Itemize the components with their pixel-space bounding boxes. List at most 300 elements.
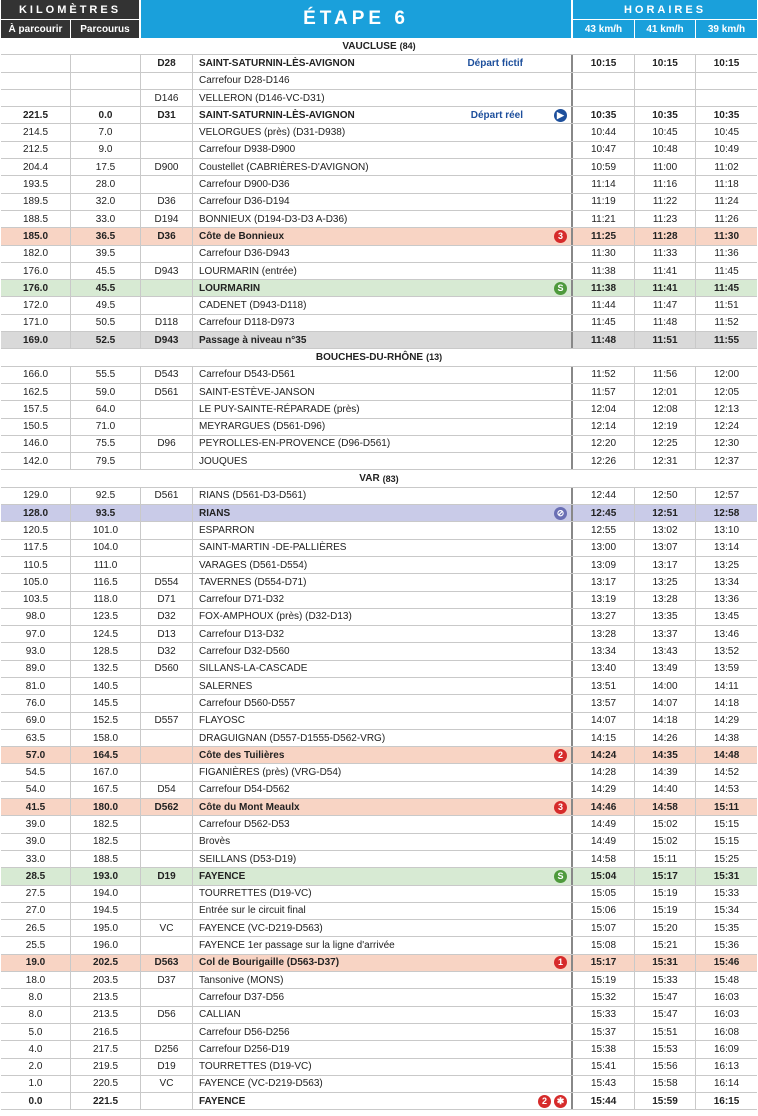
km-covered-cell: 219.5 [71,1059,141,1075]
time-41-cell: 15:21 [635,937,696,953]
department-code: (13) [426,352,443,363]
km-covered-cell: 196.0 [71,937,141,953]
time-43-cell: 10:47 [573,142,635,158]
table-row [1,419,757,436]
road-cell: D562 [141,799,193,815]
km-remaining-cell: 4.0 [1,1041,71,1057]
time-41-cell: 13:17 [635,557,696,573]
time-39-cell: 16:14 [713,1078,740,1090]
table-row [1,263,757,280]
time-39-cell: 11:52 [714,317,739,329]
place-name: VARAGES (D561-D554) [199,559,308,571]
road-cell [141,747,193,763]
road-cell [141,678,193,694]
road-cell [141,142,193,158]
table-row [1,592,757,609]
time-41-cell: 11:47 [635,297,696,313]
km-covered-cell: 216.5 [71,1024,141,1040]
road-cell: D900 [141,159,193,175]
place-name: LE PUY-SAINTE-RÉPARADE (près) [199,403,360,415]
time-39-cell: 10:49 [713,144,740,156]
km-covered-cell: 182.5 [71,816,141,832]
table-row [1,747,757,764]
place-cell [193,678,573,694]
km-covered-cell [71,90,141,106]
place-name: FAYENCE 1er passage sur la ligne d'arrivée [199,940,395,952]
km-remaining-cell: 188.5 [1,211,71,227]
department-heading [1,38,757,55]
km-covered-cell: 203.5 [71,972,141,988]
place-name: Carrefour D13-D32 [199,628,285,640]
time-41-cell: 13:07 [635,540,696,556]
table-row [1,937,757,954]
table-row [1,1024,757,1041]
place-cell [193,505,573,521]
place-cell [193,211,573,227]
time-41-cell: 11:16 [635,176,696,192]
place-cell [193,886,573,902]
place-cell [193,643,573,659]
time-39-cell: 16:13 [713,1061,740,1073]
time-41-cell: 13:25 [635,574,696,590]
km-remaining-cell: 76.0 [1,695,71,711]
road-cell: VC [141,1076,193,1092]
place-cell [193,989,573,1005]
time-41-cell: 12:01 [635,384,696,400]
road-cell [141,1093,193,1109]
time-39-cell: 11:45 [713,282,740,294]
place-cell [193,661,573,677]
road-cell [141,695,193,711]
time-43-cell: 11:38 [573,263,635,279]
place-cell [193,851,573,867]
sprint-icon: S [554,870,567,883]
km-remaining-cell: 5.0 [1,1024,71,1040]
stage-schedule-sheet [1,0,757,1110]
km-remaining-cell: 120.5 [1,522,71,538]
time-39-cell: 10:45 [713,127,740,139]
km-remaining-cell: 117.5 [1,540,71,556]
schedule-times-header: HORAIRES [573,0,757,19]
place-cell [193,799,573,815]
time-43-cell: 12:44 [573,488,635,504]
time-41-cell: 14:00 [635,678,696,694]
place-name: Carrefour D560-D557 [199,697,296,709]
road-cell [141,1024,193,1040]
place-cell [193,332,573,348]
table-row [1,194,757,211]
time-43-cell: 11:30 [573,246,635,262]
time-43-cell: 14:29 [573,782,635,798]
time-43-cell: 11:25 [573,228,635,244]
table-row [1,297,757,314]
place-cell [193,315,573,331]
road-cell: D36 [141,228,193,244]
time-43-cell: 11:52 [573,367,635,383]
km-remaining-cell: 189.5 [1,194,71,210]
km-remaining-cell: 69.0 [1,713,71,729]
time-39-cell [696,90,757,106]
table-row [1,903,757,920]
km-remaining-cell: 103.5 [1,592,71,608]
km-covered-cell: 33.0 [71,211,141,227]
time-41-cell: 15:58 [635,1076,696,1092]
km-remaining-cell: 2.0 [1,1059,71,1075]
table-row [1,332,757,349]
table-row [1,955,757,972]
time-43-cell: 15:19 [573,972,635,988]
time-43-cell: 11:44 [573,297,635,313]
time-41-cell: 11:56 [635,367,696,383]
time-41-cell: 11:41 [635,263,696,279]
time-39-cell: 15:31 [713,870,740,882]
row-icons [554,280,567,296]
place-name: MEYRARGUES (D561-D96) [199,421,326,433]
km-remaining-cell: 162.5 [1,384,71,400]
time-39-cell: 13:10 [713,524,740,536]
place-cell [193,1024,573,1040]
km-covered-cell: 194.5 [71,903,141,919]
road-cell [141,419,193,435]
time-39-cell: 15:34 [713,905,740,917]
km-remaining-cell: 97.0 [1,626,71,642]
km-covered-cell: 39.5 [71,246,141,262]
time-41-cell: 15:47 [635,1007,696,1023]
time-39-cell: 15:15 [713,819,740,830]
place-name: SEILLANS (D53-D19) [199,853,297,865]
table-row [1,834,757,851]
road-cell: D561 [141,384,193,400]
department-code: (84) [399,41,416,52]
km-covered-cell: 7.0 [71,124,141,140]
km-remaining-cell [1,73,71,89]
time-43-cell: 13:09 [573,557,635,573]
time-41-cell: 14:58 [635,799,696,815]
place-cell [193,972,573,988]
climb-cat-2-icon: 2 [538,1095,551,1108]
row-icons [554,955,567,971]
time-43-cell: 15:06 [573,903,635,919]
department-name: BOUCHES-DU-RHÔNE [315,351,424,363]
place-name: FAYENCE (VC-D219-D563) [199,1078,323,1090]
km-covered-cell [71,55,141,71]
finish-icon: ✱ [554,1095,567,1108]
time-43-cell: 15:41 [573,1059,635,1075]
place-cell [193,937,573,953]
time-39-cell: 12:00 [713,369,740,381]
time-39-cell: 14:29 [713,715,740,727]
time-41-cell: 15:47 [635,989,696,1005]
road-cell: D118 [141,315,193,331]
row-icons [554,747,567,763]
road-cell [141,764,193,780]
time-41-cell: 15:11 [635,851,696,867]
climb-cat-2-icon: 2 [554,749,567,762]
road-cell: D13 [141,626,193,642]
table-row [1,1059,757,1076]
time-39-cell: 11:30 [713,230,740,242]
place-cell [193,246,573,262]
km-covered-cell: 93.5 [71,505,141,521]
time-43-cell: 15:08 [573,937,635,953]
km-remaining-cell: 150.5 [1,419,71,435]
km-covered-cell: 132.5 [71,661,141,677]
row-icons [538,1093,567,1109]
place-cell [193,903,573,919]
time-41-cell: 14:40 [635,782,696,798]
place-cell [193,1041,573,1057]
km-covered-cell: 49.5 [71,297,141,313]
km-covered-cell: 92.5 [71,488,141,504]
road-cell: D31 [141,107,193,123]
road-cell: D19 [141,868,193,884]
time-43-cell: 10:44 [573,124,635,140]
road-cell: D37 [141,972,193,988]
place-name: Tansonive (MONS) [199,974,284,986]
time-39-cell: 11:51 [714,300,739,312]
place-cell [193,142,573,158]
road-cell [141,522,193,538]
table-row [1,73,757,90]
km-remaining-cell: 129.0 [1,488,71,504]
km-remaining-cell: 28.5 [1,868,71,884]
time-41-cell: 11:00 [635,159,696,175]
place-name: Carrefour D36-D194 [199,196,290,208]
road-cell [141,540,193,556]
place-cell [193,73,573,89]
place-name: Brovès [199,836,231,848]
table-row [1,505,757,522]
km-covered-cell: 36.5 [71,228,141,244]
place-cell [193,782,573,798]
km-remaining-cell: 1.0 [1,1076,71,1092]
km-remaining-cell: 27.0 [1,903,71,919]
road-cell [141,297,193,313]
road-cell: D32 [141,609,193,625]
row-icons [554,107,567,123]
time-39-cell: 12:58 [713,507,740,519]
time-43-cell: 15:32 [573,989,635,1005]
km-remaining-cell: 176.0 [1,263,71,279]
road-cell [141,903,193,919]
place-name: SAINT-MARTIN -DE-PALLIÈRES [199,542,347,554]
time-41-cell: 11:48 [635,315,696,331]
table-row [1,626,757,643]
place-cell [193,124,573,140]
km-covered-cell: 123.5 [71,609,141,625]
table-row [1,764,757,781]
place-name: Carrefour D32-D560 [199,646,290,658]
time-39-cell: 13:25 [713,559,740,571]
km-remaining-cell: 182.0 [1,246,71,262]
place-cell [193,574,573,590]
time-41-cell: 12:25 [635,436,696,452]
place-name: CADENET (D943-D118) [199,300,307,312]
place-name: LOURMARIN (entrée) [199,265,297,277]
km-covered-cell: 124.5 [71,626,141,642]
road-cell [141,280,193,296]
time-41-cell [635,90,696,106]
km-remaining-cell: 27.5 [1,886,71,902]
km-covered-cell: 28.0 [71,176,141,192]
table-row [1,211,757,228]
place-name: ESPARRON [199,524,255,536]
remaining-header: À parcourir [1,19,71,38]
department-code: (83) [382,473,399,484]
place-name: JOUQUES [199,455,248,467]
climb-cat-3-icon: 3 [554,230,567,243]
time-41-cell: 13:35 [635,609,696,625]
km-covered-cell: 50.5 [71,315,141,331]
table-row [1,55,757,72]
schedule-header [1,0,757,38]
km-remaining-cell: 193.5 [1,176,71,192]
time-43-cell: 15:38 [573,1041,635,1057]
place-cell [193,920,573,936]
km-remaining-cell: 33.0 [1,851,71,867]
place-cell [193,730,573,746]
schedule-table-body [1,38,757,1110]
km-covered-cell: 194.0 [71,886,141,902]
place-name: Coustellet (CABRIÈRES-D'AVIGNON) [199,161,369,173]
table-row [1,176,757,193]
road-cell [141,557,193,573]
km-covered-cell: 75.5 [71,436,141,452]
time-43-cell: 14:49 [573,816,635,832]
time-41-cell: 15:02 [635,816,696,832]
km-remaining-cell [1,90,71,106]
time-43-cell: 15:05 [573,886,635,902]
road-cell [141,124,193,140]
time-41-cell: 11:51 [635,332,696,348]
road-cell: D557 [141,713,193,729]
road-cell: D32 [141,643,193,659]
road-cell [141,816,193,832]
time-39-cell: 14:18 [713,697,740,709]
km-remaining-cell: 39.0 [1,816,71,832]
time-43-cell: 15:37 [573,1024,635,1040]
place-name: FAYENCE (VC-D219-D563) [199,922,323,934]
road-cell [141,851,193,867]
place-cell [193,263,573,279]
time-43-cell: 13:19 [573,592,635,608]
time-43-cell: 14:49 [573,834,635,850]
road-cell: D256 [141,1041,193,1057]
time-39-cell: 16:09 [713,1043,740,1055]
road-cell [141,505,193,521]
table-row [1,816,757,833]
time-43-cell: 11:19 [573,194,635,210]
place-cell [193,1076,573,1092]
time-43-cell: 12:14 [573,419,635,435]
time-41-cell: 13:02 [635,522,696,538]
time-43-cell: 12:26 [573,453,635,469]
table-row [1,401,757,418]
time-39-cell: 15:35 [713,922,740,934]
place-cell [193,367,573,383]
km-covered-cell: 101.0 [71,522,141,538]
table-row [1,886,757,903]
km-remaining-cell: 185.0 [1,228,71,244]
place-name: Carrefour D54-D562 [199,784,290,796]
km-covered-cell: 164.5 [71,747,141,763]
km-covered-cell: 52.5 [71,332,141,348]
time-39-cell: 11:24 [714,196,739,208]
time-43-cell: 14:58 [573,851,635,867]
place-name: RIANS [199,507,231,519]
km-covered-cell: 202.5 [71,955,141,971]
departure-note: Départ réel [470,109,523,121]
table-row [1,522,757,539]
km-covered-cell: 182.5 [71,834,141,850]
km-remaining-cell: 110.5 [1,557,71,573]
time-41-cell: 10:48 [635,142,696,158]
place-name: SILLANS-LA-CASCADE [199,663,308,675]
place-cell [193,159,573,175]
place-cell [193,540,573,556]
time-41-cell: 11:23 [635,211,696,227]
table-row [1,488,757,505]
time-41-cell: 13:49 [635,661,696,677]
place-name: FOX-AMPHOUX (près) (D32-D13) [199,611,352,623]
time-39-cell: 16:15 [713,1095,740,1107]
time-43-cell: 13:57 [573,695,635,711]
time-41-cell: 14:39 [635,764,696,780]
time-39-cell: 14:11 [714,680,739,692]
time-41-cell: 15:56 [635,1059,696,1075]
place-cell [193,592,573,608]
km-remaining-cell: 41.5 [1,799,71,815]
road-cell: D943 [141,332,193,348]
place-name: Carrefour D562-D53 [199,819,290,830]
km-covered-cell: 79.5 [71,453,141,469]
place-name: Côte de Bonnieux [199,230,285,242]
department-heading [1,470,757,487]
time-41-cell: 11:28 [635,228,696,244]
km-remaining-cell: 81.0 [1,678,71,694]
place-name: BONNIEUX (D194-D3-D3 A-D36) [199,213,348,225]
row-icons [554,868,567,884]
time-43-cell: 11:48 [573,332,635,348]
table-row [1,609,757,626]
department-name: VAUCLUSE [342,40,397,52]
place-cell [193,955,573,971]
km-covered-cell: 0.0 [71,107,141,123]
km-covered-cell: 104.0 [71,540,141,556]
km-remaining-cell: 157.5 [1,401,71,417]
road-cell [141,834,193,850]
km-remaining-cell: 214.5 [1,124,71,140]
time-39-cell: 11:45 [714,265,739,277]
time-39-cell: 10:35 [713,109,740,121]
place-name: Côte du Mont Meaulx [199,801,300,813]
km-covered-cell: 9.0 [71,142,141,158]
time-41-cell: 15:17 [635,868,696,884]
table-row [1,315,757,332]
time-41-cell: 11:22 [635,194,696,210]
table-row [1,972,757,989]
place-cell [193,228,573,244]
place-cell [193,107,573,123]
km-remaining-cell [1,55,71,71]
place-name: CALLIAN [199,1009,241,1021]
time-43-cell: 11:45 [573,315,635,331]
departure-note: Départ fictif [467,57,523,69]
place-cell [193,816,573,832]
km-remaining-cell: 25.5 [1,937,71,953]
place-cell [193,834,573,850]
road-cell: D71 [141,592,193,608]
